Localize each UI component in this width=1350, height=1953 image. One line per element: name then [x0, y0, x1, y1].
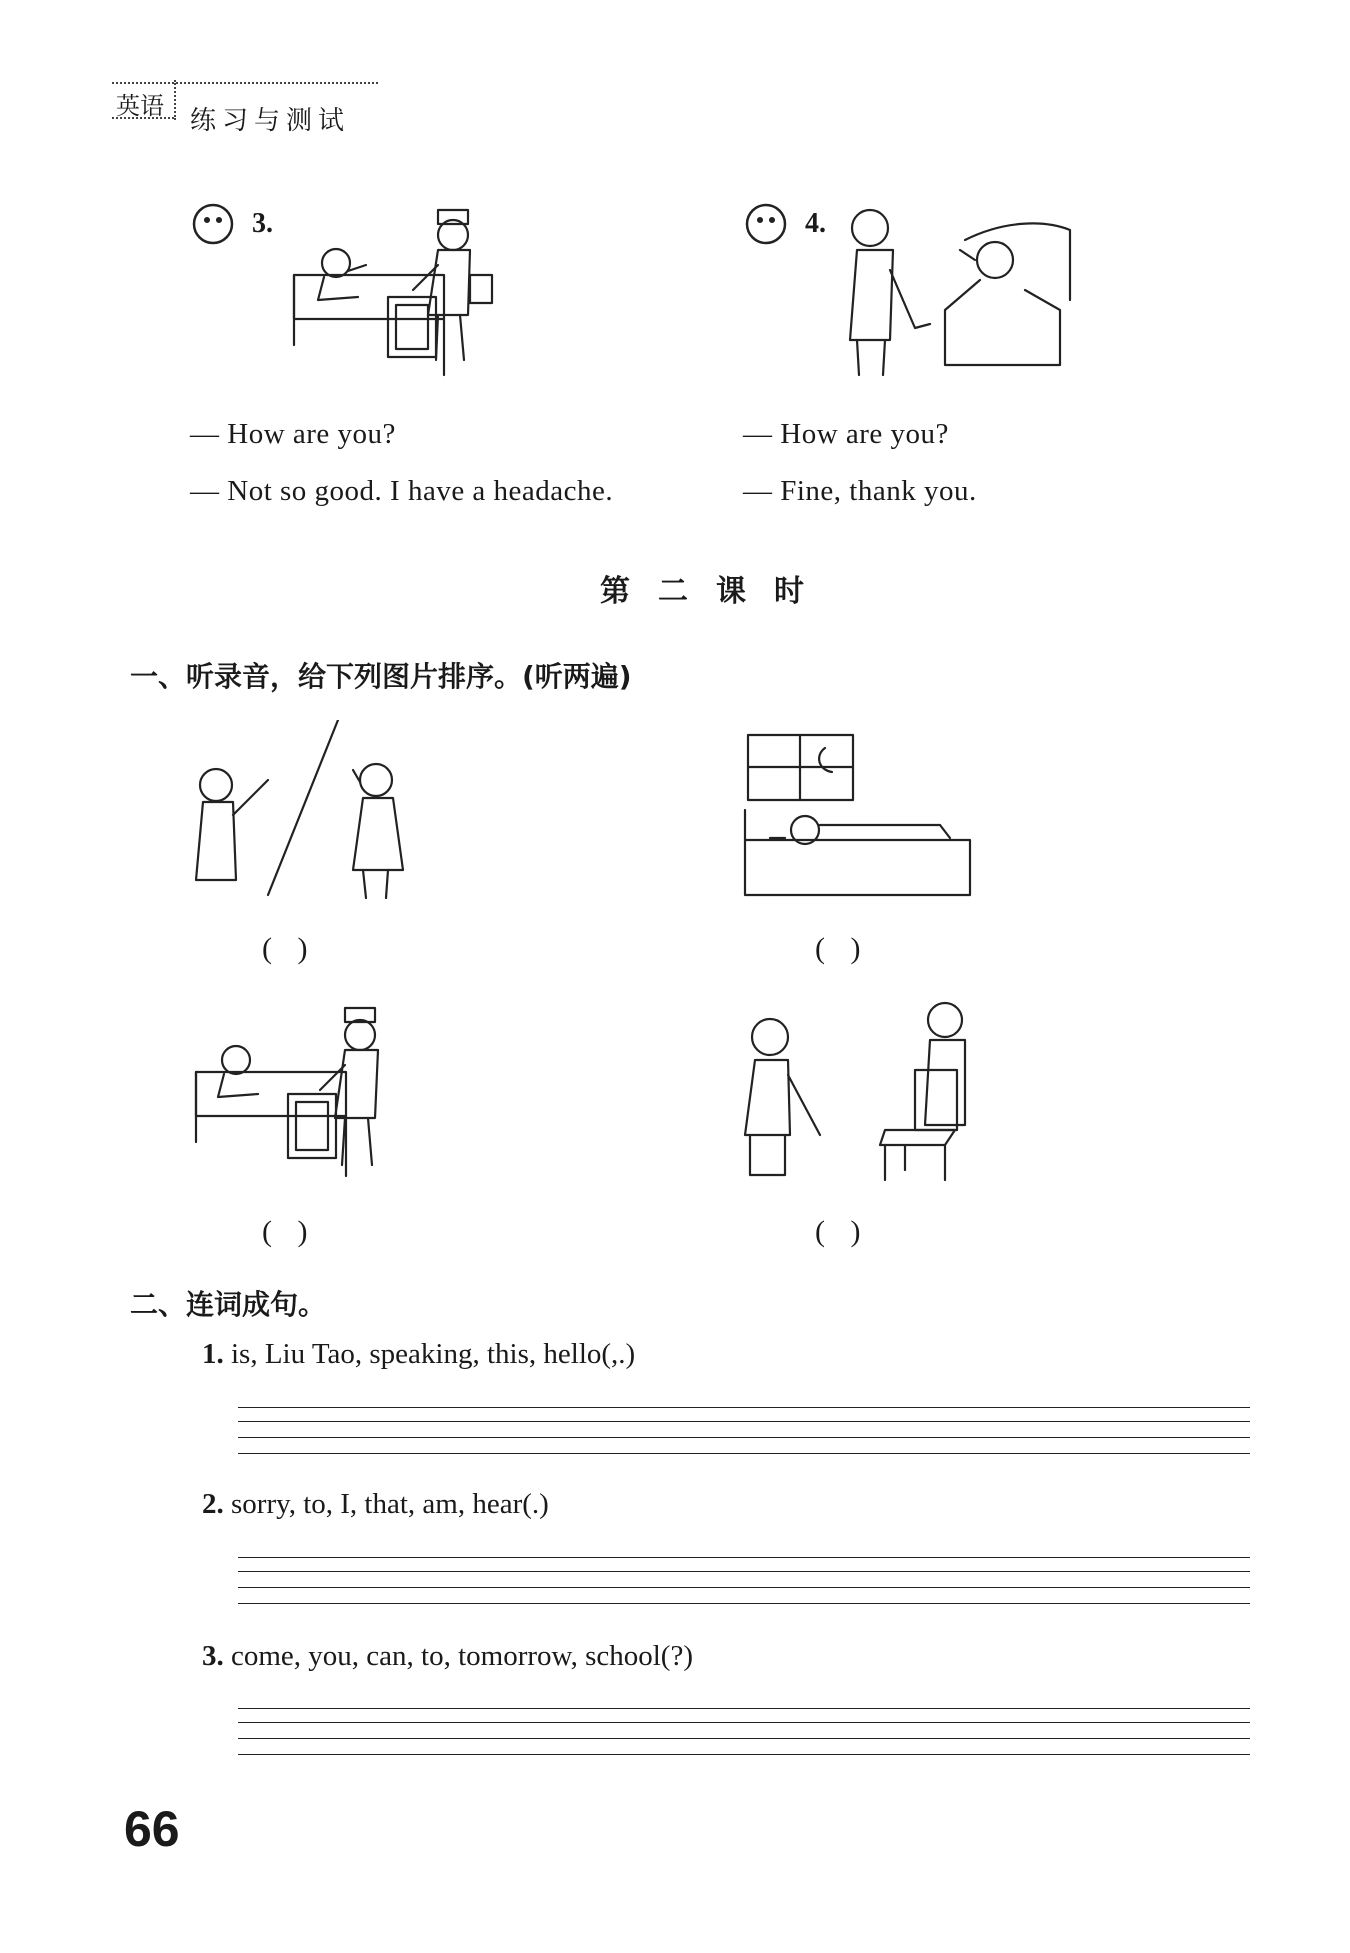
sick-boy-with-doctor-illustration: [190, 1000, 430, 1190]
smiley-face-icon: [192, 203, 234, 245]
answer-blank[interactable]: ( ): [815, 932, 861, 965]
two-girls-on-phone-illustration: [188, 720, 428, 900]
dialogue-answer: — Fine, thank you.: [743, 475, 977, 507]
dialogue-number: 4.: [805, 208, 826, 239]
answer-lines[interactable]: [238, 1557, 1250, 1611]
question-words: sorry, to, I, that, am, hear(.): [231, 1488, 549, 1520]
dialogue-question: — How are you?: [743, 418, 949, 450]
header-subject: 英语: [116, 92, 164, 120]
sick-boy-in-bed-with-doctor-illustration: [288, 205, 528, 385]
smiley-face-icon: [745, 203, 787, 245]
answer-blank[interactable]: ( ): [262, 1215, 308, 1248]
question-item: [202, 1640, 693, 1673]
question-words: come, you, can, to, tomorrow, school(?): [231, 1640, 693, 1672]
answer-lines[interactable]: [238, 1407, 1250, 1461]
section-title: 第二课时: [600, 574, 832, 609]
question-number: 3.: [202, 1640, 224, 1672]
question-item: [202, 1338, 635, 1371]
answer-blank[interactable]: ( ): [815, 1215, 861, 1248]
two-boys-with-chair-illustration: [740, 995, 980, 1195]
question-number: 2.: [202, 1488, 224, 1520]
question-words: is, Liu Tao, speaking, this, hello(,.): [231, 1338, 636, 1370]
part1-heading: 一、听录音，给下列图片排序。(听两遍): [130, 660, 632, 693]
dialogue-answer: — Not so good. I have a headache.: [190, 475, 614, 507]
header-book-title: 练习与测试: [190, 106, 351, 136]
dialogue-number: 3.: [252, 208, 273, 239]
part2-heading: 二、连词成句。: [130, 1288, 327, 1321]
dialogue-question: — How are you?: [190, 418, 396, 450]
question-number: 1.: [202, 1338, 224, 1370]
boy-greeting-mother-on-sofa-illustration: [835, 200, 1075, 380]
boy-sleeping-at-night-illustration: [740, 730, 980, 900]
question-item: [202, 1488, 549, 1521]
answer-lines[interactable]: [238, 1708, 1250, 1762]
answer-blank[interactable]: ( ): [262, 932, 308, 965]
page-number: 66: [124, 1801, 180, 1857]
